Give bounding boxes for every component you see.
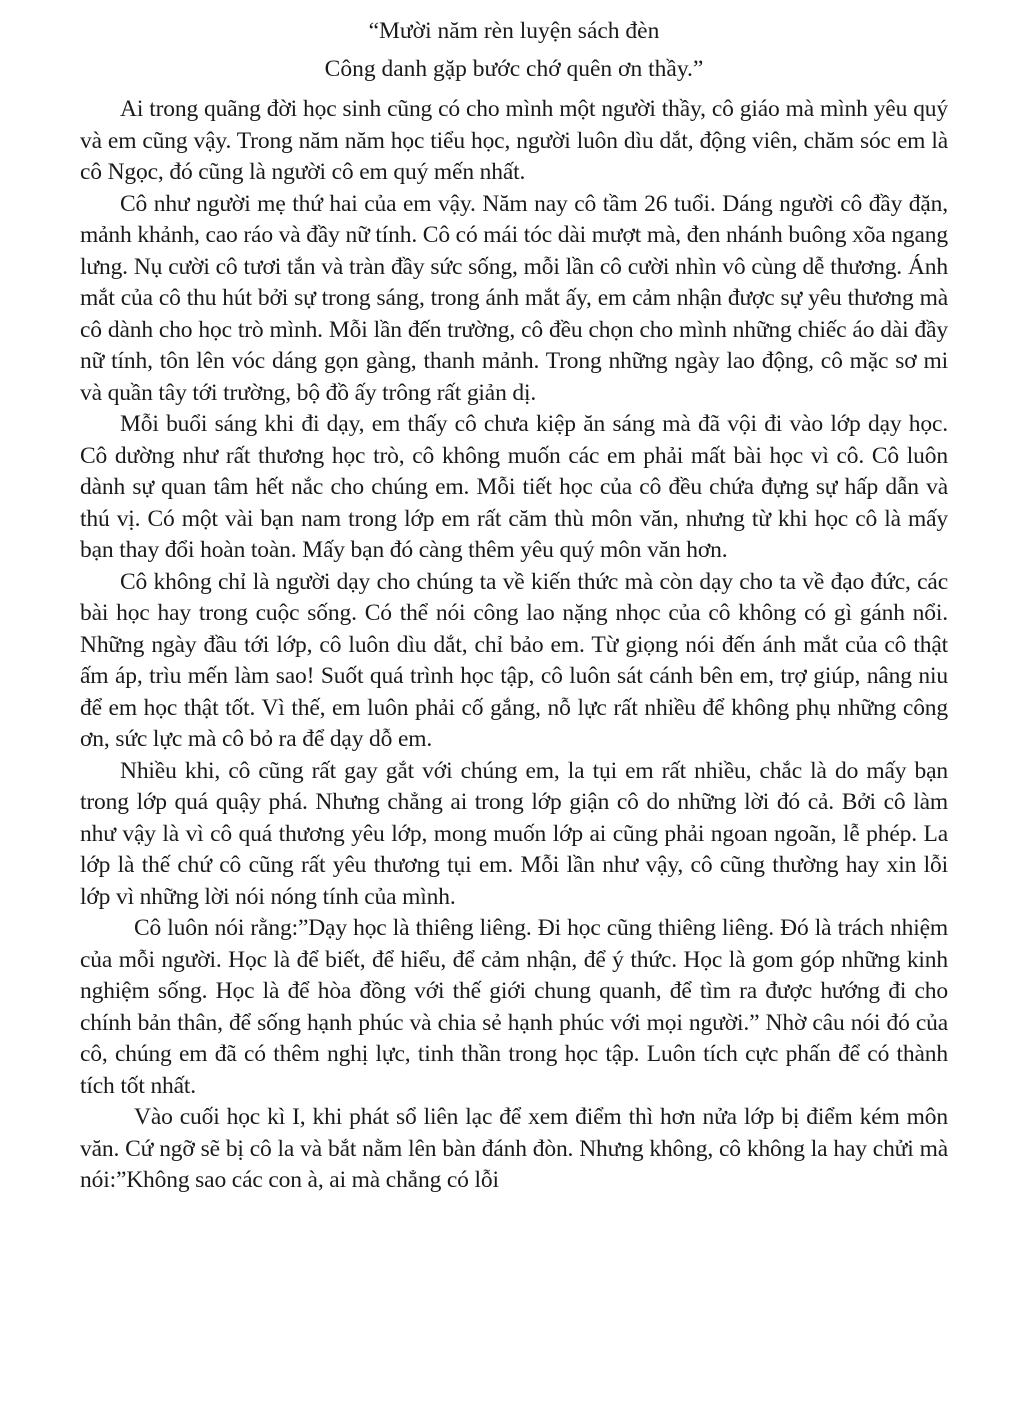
paragraph: Ai trong quãng đời học sinh cũng có cho mình một người thầy, cô giáo mà mình yêu quý và em cũng vậy. Trong năm năm học tiểu học, người luôn dìu dắt, động viên, chăm sóc em là cô Ngọc, đó cũng là người cô em quý mến nhất. xyxy=(80,96,948,185)
paragraph: Nhiều khi, cô cũng rất gay gắt với chúng em, la tụi em rất nhiều, chắc là do mấy bạn trong lớp quá quậy phá. Nhưng chẳng ai trong lớp giận cô do những lời đó cả. Bởi cô làm như vậy là vì cô quá thương yêu lớp, mong muốn lớp ai cũng phải ngoan ngoãn, lễ phép. La lớp là thế chứ cô cũng rất yêu thương tụi em. Mỗi lần như vậy, cô cũng thường hay xin lỗi lớp vì những lời nói nóng tính của mình. xyxy=(80,757,948,910)
paragraph: Vào cuối học kì I, khi phát sổ liên lạc để xem điểm thì hơn nửa lớp bị điểm kém môn văn. Cứ ngỡ sẽ bị cô la và bắt nằm lên bàn đánh đòn. Nhưng không, cô không la hay chửi mà nói:”Không sao các con à, ai mà chẳng có lỗi xyxy=(80,1104,948,1193)
paragraph: Cô như người mẹ thứ hai của em vậy. Năm nay cô tầm 26 tuổi. Dáng người cô đầy đặn, mảnh khảnh, cao ráo và đầy nữ tính. Cô có mái tóc dài mượt mà, đen nhánh buông xõa ngang lưng. Nụ cười cô tươi tắn và tràn đầy sức sống, mỗi lần cô cười nhìn vô cùng dễ thương. Ánh mắt của cô thu hút bởi sự trong sáng, trong ánh mắt ấy, em cảm nhận được sự yêu thương mà cô dành cho học trò mình. Mỗi lần đến trường, cô đều chọn cho mình những chiếc áo dài đầy nữ tính, tôn lên vóc dáng gọn gàng, thanh mảnh. Trong những ngày lao động, cô mặc sơ mi và quần tây tới trường, bộ đồ ấy trông rất giản dị. xyxy=(80,190,948,406)
paragraph: Mỗi buổi sáng khi đi dạy, em thấy cô chưa kiệp ăn sáng mà đã vội đi vào lớp dạy học. Cô dường như rất thương học trò, cô không muốn các em phải mất bài học vì cô. Cô luôn dành sự quan tâm hết nắc cho chúng em. Mỗi tiết học của cô đều chứa đựng sự hấp dẫn và thú vị. Có một vài bạn nam trong lớp em rất căm thù môn văn, nhưng từ khi học cô là mấy bạn thay đổi hoàn toàn. Mấy bạn đó càng thêm yêu quý môn văn hơn. xyxy=(80,411,948,563)
paragraph: Cô không chỉ là người dạy cho chúng ta về kiến thức mà còn dạy cho ta về đạo đức, các bài học hay trong cuộc sống. Có thể nói công lao nặng nhọc của cô không có gì gánh nổi. Những ngày đầu tới lớp, cô luôn dìu dắt, chỉ bảo em. Từ giọng nói đến ánh mắt của cô thật ấm áp, trìu mến làm sao! Suốt quá trình học tập, cô luôn sát cánh bên em, trợ giúp, nâng niu để em học thật tốt. Vì thế, em luôn phải cố gắng, nỗ lực rất nhiều để không phụ những công ơn, sức lực mà cô bỏ ra để dạy dỗ em. xyxy=(80,568,948,752)
document-page xyxy=(80,14,948,1197)
opening-poem xyxy=(80,14,948,86)
paragraph: Cô luôn nói rằng:”Dạy học là thiêng liêng. Đi học cũng thiêng liêng. Đó là trách nhiệm của mỗi người. Học là để biết, để hiểu, để cảm nhận, để ý thức. Học là gom góp những kinh nghiệm sống. Học là để hòa đồng với thế giới chung quanh, để tìm ra được hướng đi cho chính bản thân, để sống hạnh phúc và chia sẻ hạnh phúc với mọi người.” Nhờ câu nói đó của cô, chúng em đã có thêm nghị lực, tinh thần trong học tập. Luôn tích cực phấn để có thành tích tốt nhất. xyxy=(80,915,948,1099)
poem-line: “Mười năm rèn luyện sách đèn xyxy=(368,18,660,44)
poem-line: Công danh gặp bước chớ quên ơn thầy.” xyxy=(324,56,704,82)
